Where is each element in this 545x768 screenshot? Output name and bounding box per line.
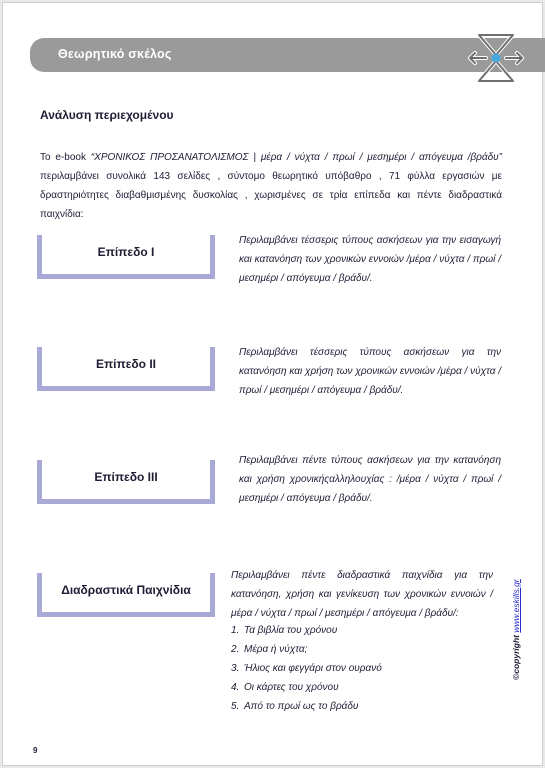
list-item-number: 2. xyxy=(231,644,240,655)
section-title: Ανάλυση περιεχομένου xyxy=(40,108,174,122)
games-label: Διαδραστικά Παιχνίδια xyxy=(61,583,191,597)
copyright-label: ©copyright xyxy=(511,635,521,680)
list-item-number: 5. xyxy=(231,701,240,712)
level-1-description: Περιλαμβάνει τέσσερις τύπους ασκήσεων για την εισαγωγή και κατανόηση των χρονικών εννοιών /μέρα / νύχτα / πρωί / μεσημέρι / απόγευμα / βράδυ/. xyxy=(239,235,501,284)
games-list xyxy=(231,621,382,716)
intro-rest: περιλαμβάνει συνολικά 143 σελίδες , σύντομο θεωρητικό υπόβαθρο , 71 φύλλα εργασιών με δραστηριότητες διαβαθμισμένης δυσκολίας , χωρισμένες σε τρία επίπεδα και πέντε διαδραστικά παιχνίδια: xyxy=(40,171,502,220)
list-item xyxy=(231,678,382,697)
games-box xyxy=(37,573,215,617)
level-3-description: Περιλαμβάνει πέντε τύπους ασκήσεων για την κατανόηση και χρήση χρονικήςαλληλουχίας : /μέρα / νύχτα / πρωί / μεσημέρι / απόγευμα / βράδυ/. xyxy=(239,455,501,504)
list-item-text: Οι κάρτες του χρόνου xyxy=(244,682,339,693)
book-title: “ΧΡΟΝΙΚΟΣ ΠΡΟΣΑΝΑΤΟΛΙΣΜΟΣ | μέρα / νύχτα / πρωί / μεσημέρι / απόγευμα /βράδυ” xyxy=(90,152,502,163)
page-number: 9 xyxy=(33,746,38,755)
games-description: Περιλαμβάνει πέντε διαδραστικά παιχνίδια για την κατανόηση, χρήση και γενίκευση των χρονικών εννοιών /μέρα / νύχτα / πρωί / μεσημέρι / απόγευμα / βράδυ/: xyxy=(231,570,493,619)
hourglass-cross-logo xyxy=(467,30,525,86)
list-item-text: Ήλιος και φεγγάρι στον ουρανό xyxy=(244,663,382,674)
level-3-box xyxy=(37,460,215,504)
list-item-number: 4. xyxy=(231,682,240,693)
level-1-label: Επίπεδο Ι xyxy=(97,245,155,259)
list-item-text: Τα βιβλία του χρόνου xyxy=(244,625,338,636)
level-2-label: Επίπεδο ΙΙ xyxy=(95,357,157,371)
copyright-link[interactable]: www.eskills.gr xyxy=(511,579,521,633)
level-2-description: Περιλαμβάνει τέσσερις τύπους ασκήσεων για την κατανόηση και χρήση των χρονικών εννοιών /μέρα / νύχτα / πρωί / μεσημέρι / απόγευμα / βράδυ/. xyxy=(239,347,501,396)
list-item-number: 3. xyxy=(231,663,240,674)
list-item xyxy=(231,640,382,659)
level-1-box xyxy=(37,235,215,279)
list-item xyxy=(231,621,382,640)
copyright-notice xyxy=(511,579,521,680)
list-item-text: Από το πρωί ως το βράδυ xyxy=(244,701,359,712)
list-item xyxy=(231,659,382,678)
level-3-label: Επίπεδο ΙΙΙ xyxy=(94,470,158,484)
list-item-number: 1. xyxy=(231,625,240,636)
intro-paragraph xyxy=(40,148,502,224)
intro-prefix: Το e-book xyxy=(40,152,91,163)
list-item xyxy=(231,697,382,716)
header-title: Θεωρητικό σκέλος xyxy=(58,47,172,61)
list-item-text: Μέρα ή νύχτα; xyxy=(244,644,308,655)
level-2-box xyxy=(37,347,215,391)
